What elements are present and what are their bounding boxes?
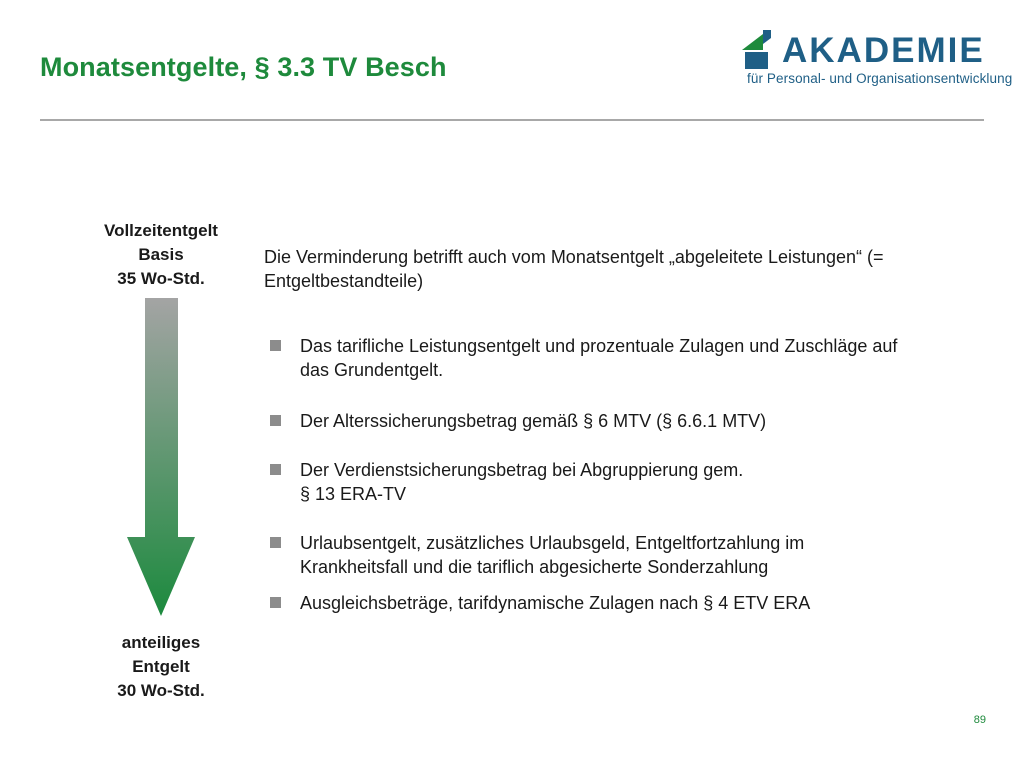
logo-wordmark: AKADEMIE [782,31,985,70]
bullet-text: das Grundentgelt. [300,360,444,380]
bullet-text: Ausgleichsbeträge, tarifdynamische Zulagen nach § 4 ETV ERA [300,593,811,613]
bullet-square-icon [270,537,281,548]
top-label-line: Vollzeitentgelt [104,221,218,240]
bullet-text: Krankheitsfall und die tariflich abgesicherte Sonderzahlung [300,557,769,577]
page-title: Monatsentgelte, § 3.3 TV Besch [40,52,447,82]
bullet-square-icon [270,415,281,426]
bullet-square-icon [270,340,281,351]
bullet-text: § 13 ERA-TV [300,484,407,504]
intro-text: Die Verminderung betrifft auch vom Monatsentgelt „abgeleitete Leistungen“ (= Entgeltbestandteile) [264,247,884,291]
top-label-line: 35 Wo-Std. [117,269,205,288]
down-arrow [126,298,196,616]
bullet-text: Urlaubsentgelt, zusätzliches Urlaubsgeld, Entgeltfortzahlung im [300,533,805,553]
title-divider [40,119,984,121]
bottom-label-line: anteiliges [121,633,201,652]
page-number: 89 [973,714,986,726]
bullet-text: Das tarifliche Leistungsentgelt und prozentuale Zulagen und Zuschläge auf [300,336,898,356]
akademie-logo [742,30,1013,90]
bullet-text: Der Alterssicherungsbetrag gemäß § 6 MTV (§ 6.6.1 MTV) [300,411,767,431]
bottom-label [60,631,262,703]
bullet-square-icon [270,464,281,475]
house-logo-icon [742,30,778,70]
bottom-label-line: 30 Wo-Std. [117,681,205,700]
bullet-square-icon [270,597,281,608]
top-label-line: Basis [138,245,184,264]
top-label [60,219,262,291]
logo-subtitle: für Personal- und Organisationsentwicklung [747,71,1013,86]
bullet-text: Der Verdienstsicherungsbetrag bei Abgruppierung gem. [300,460,744,480]
bottom-label-line: Entgelt [132,657,190,676]
